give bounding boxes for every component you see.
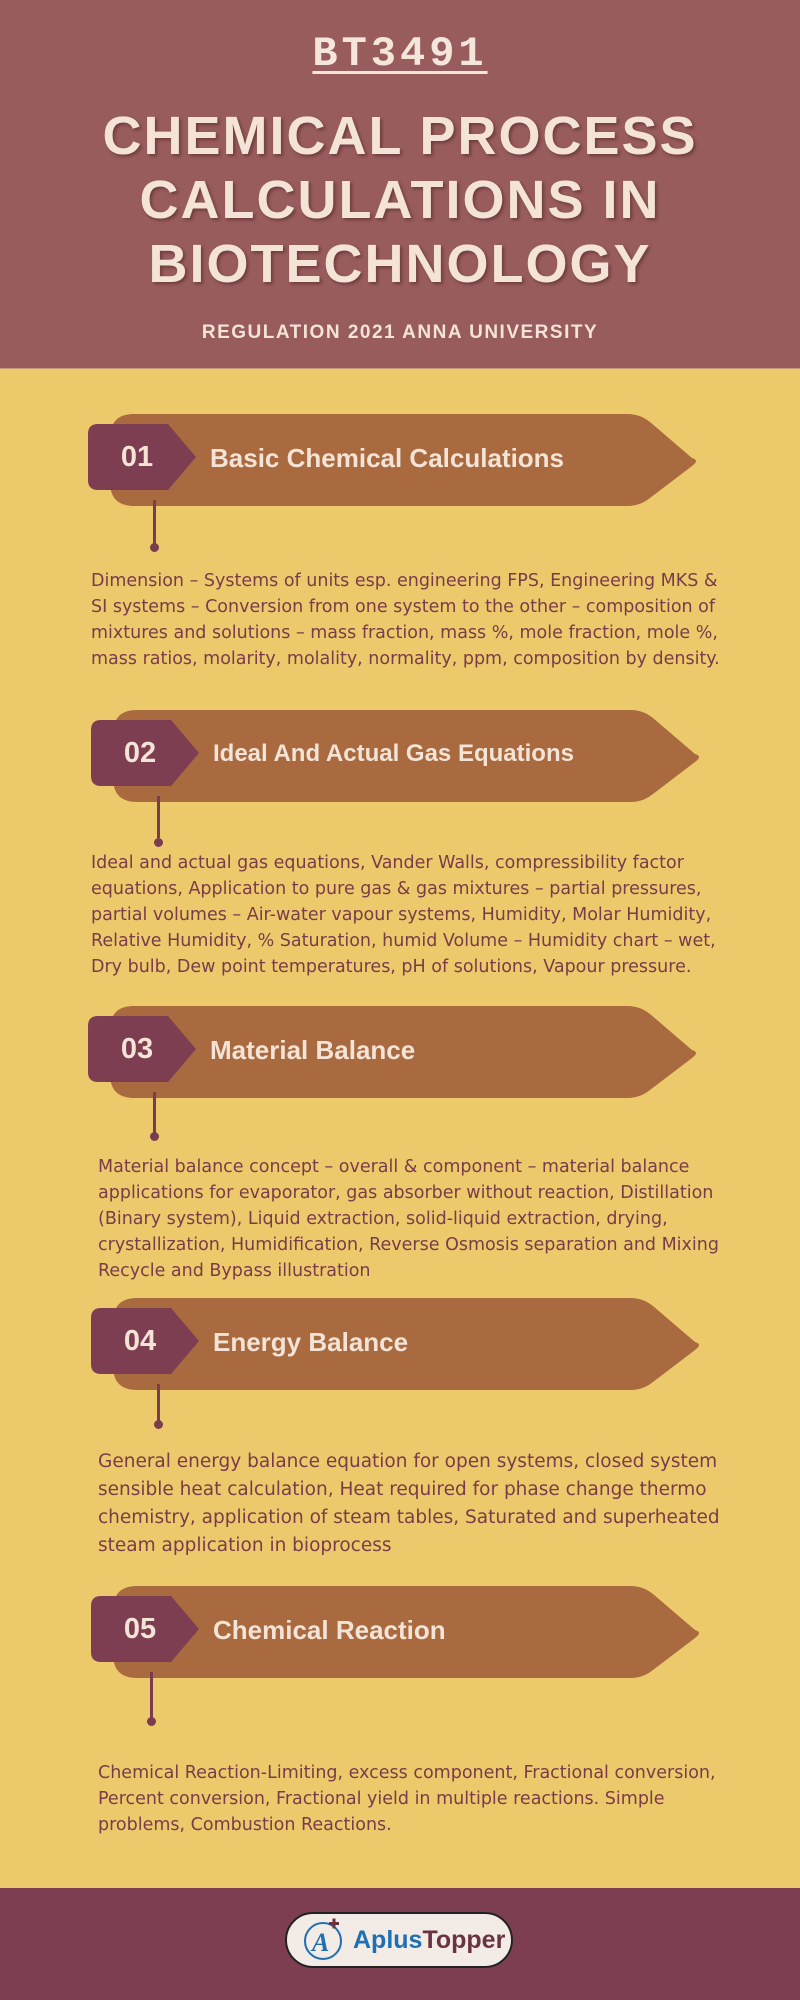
unit-description: Material balance concept – overall & component – material balance applications for evaporator, gas absorber without reaction, Distillation (Binary system), Liquid extraction, solid-liquid extraction, drying, crystallization, Humidification, Reverse Osmosis separation and Mixing Recycle and Bypass illustration: [98, 1157, 719, 1281]
connector-line: [153, 500, 156, 548]
aplustopper-logo[interactable]: [285, 1912, 513, 1968]
unit-banner-2: [91, 710, 711, 802]
unit-title: Basic Chemical Calculations: [210, 443, 565, 473]
logo-text-topper: Topper: [422, 1926, 506, 1954]
unit-description: Ideal and actual gas equations, Vander Walls, compressibility factor equations, Application to pure gas & gas mixtures – partial pressures, partial volumes – Air-water vapour systems, Humidity, Molar Humidity, Relative Humidity, % Saturation, humid Volume – Humidity chart – wet, Dry bulb, Dew point temperatures, pH of solutions, Vapour pressure.: [91, 853, 716, 977]
unit-banner-4: [91, 1298, 711, 1390]
connector-line: [157, 796, 160, 838]
unit-number: 01: [120, 441, 154, 473]
connector-line: [150, 1672, 153, 1722]
unit-number: 05: [123, 1613, 157, 1645]
connector-dot: [147, 1717, 156, 1726]
unit-banner-3: [88, 1006, 708, 1098]
svg-text:A: A: [312, 1928, 330, 1957]
logo-wordmark: [353, 1914, 505, 1966]
course-code: BT3491: [312, 30, 488, 78]
unit-number: 04: [123, 1325, 157, 1357]
unit-title: Chemical Reaction: [213, 1615, 446, 1645]
unit-title: Energy Balance: [213, 1327, 409, 1357]
logo-text-aplus: Aplus: [353, 1926, 423, 1954]
unit-title: Material Balance: [210, 1035, 416, 1065]
page-subtitle: REGULATION 2021 ANNA UNIVERSITY: [201, 322, 599, 343]
page-title: CHEMICAL PROCESS CALCULATIONS IN BIOTECHNOLOGY: [102, 106, 698, 294]
unit-banner-5: [91, 1586, 711, 1678]
unit-title: Ideal And Actual Gas Equations: [213, 740, 574, 767]
connector-line: [157, 1384, 160, 1424]
connector-dot: [154, 1420, 163, 1429]
connector-dot: [150, 543, 159, 552]
unit-description: General energy balance equation for open systems, closed system sensible heat calculation, Heat required for phase change thermo chemistry, application of steam tables, Saturated and superheated steam application in bioprocess: [98, 1451, 720, 1556]
header: [0, 0, 800, 369]
unit-banner-1: [88, 414, 708, 506]
connector-dot: [150, 1132, 159, 1141]
connector-line: [153, 1092, 156, 1134]
footer: [0, 1888, 800, 2000]
unit-number: 03: [120, 1033, 154, 1065]
a-plus-logo-icon: [301, 1918, 347, 1962]
connector-dot: [154, 838, 163, 847]
unit-number: 02: [123, 737, 157, 769]
unit-description: Chemical Reaction-Limiting, excess component, Fractional conversion, Percent conversion, Fractional yield in multiple reactions. Simple problems, Combustion Reactions.: [98, 1763, 716, 1835]
unit-description: Dimension – Systems of units esp. engineering FPS, Engineering MKS & SI systems – Conversion from one system to the other – composition of mixtures and solutions – mass fraction, mass %, mole fraction, mole %, mass ratios, molarity, molality, normality, ppm, composition by density.: [91, 571, 720, 669]
